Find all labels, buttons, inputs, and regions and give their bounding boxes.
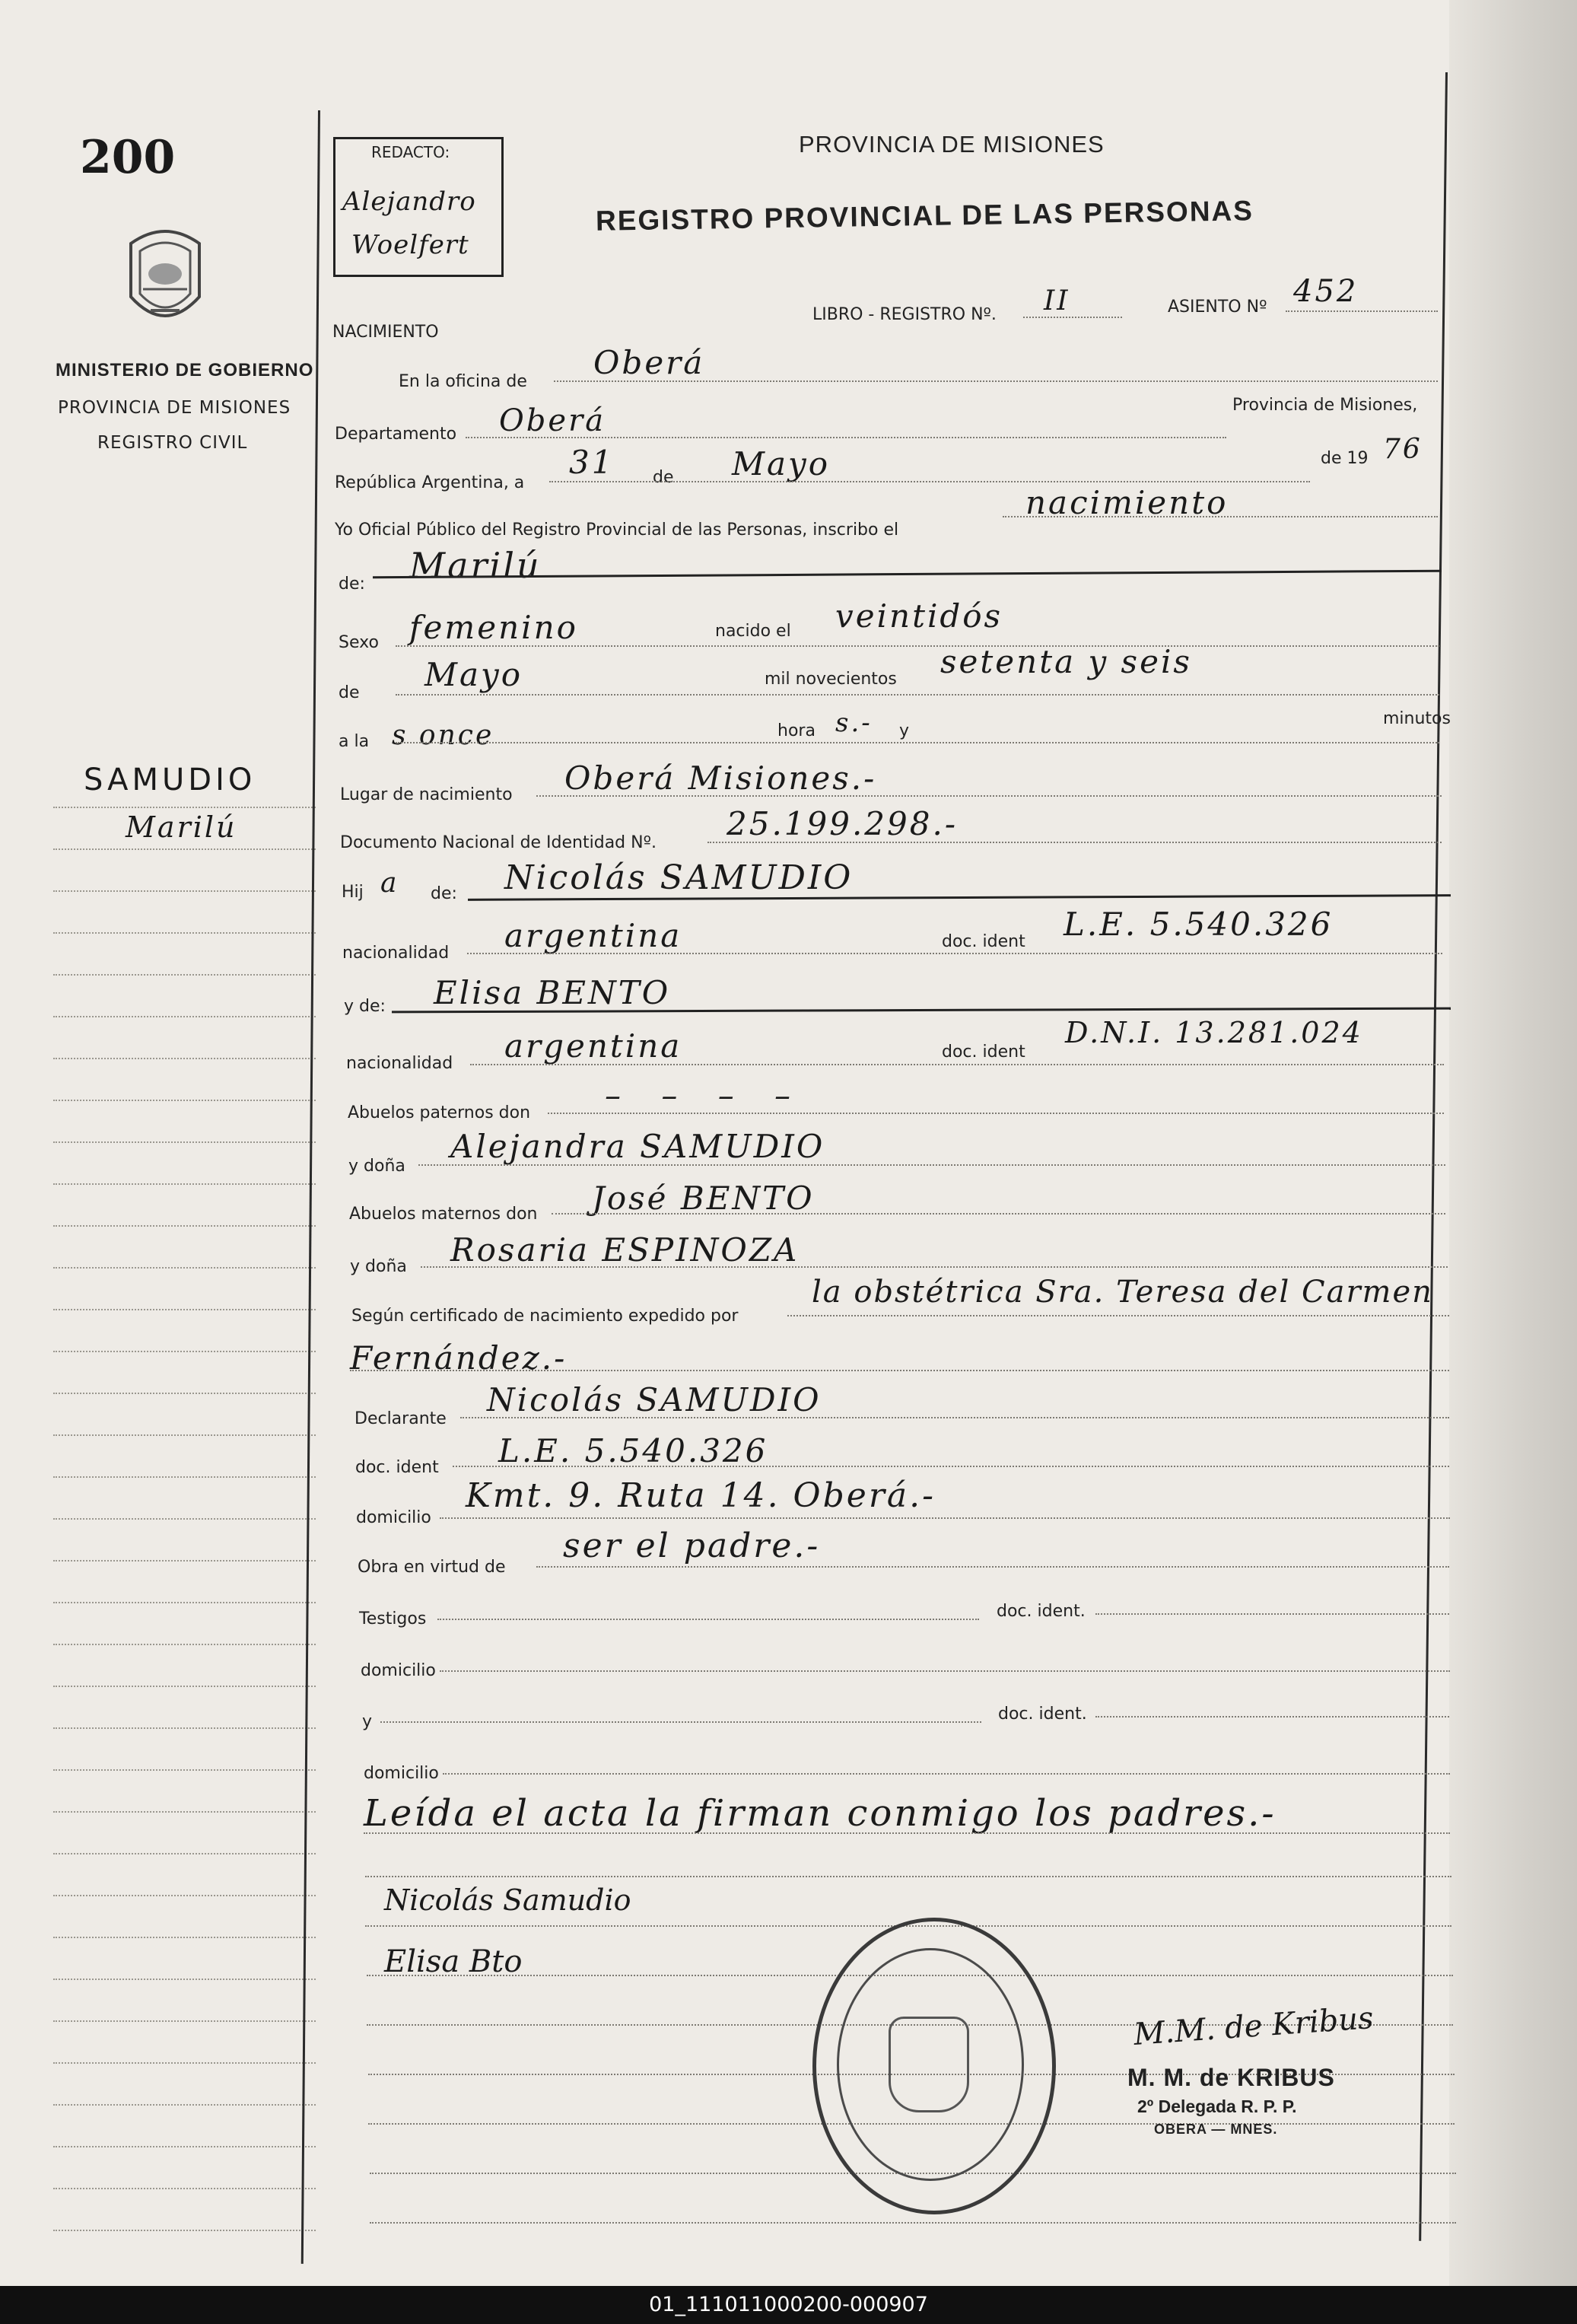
- margin-line: [53, 1016, 316, 1017]
- margin-line: [53, 1100, 316, 1101]
- official-name: M. M. de KRIBUS: [1127, 2064, 1335, 2091]
- abuelos-mat-line: [552, 1213, 1445, 1215]
- file-id-bar: 01_111011000200-000907: [0, 2286, 1577, 2324]
- asiento-line: [1286, 310, 1438, 312]
- margin-line: [53, 807, 316, 808]
- docident3-label: doc. ident: [355, 1458, 439, 1477]
- sexo-line: [396, 645, 1439, 647]
- domicilio-value: Kmt. 9. Ruta 14. Oberá.-: [466, 1476, 936, 1515]
- abuelos-pat-label: Abuelos paternos don: [348, 1103, 531, 1122]
- ydona2-value: Rosaria ESPINOZA: [450, 1231, 800, 1269]
- official-place: OBERA — MNES.: [1154, 2122, 1278, 2137]
- abuelos-pat-value: – – – –: [605, 1077, 806, 1114]
- departamento-line: [466, 437, 1226, 438]
- de2-label: de: [339, 683, 360, 702]
- libro-value: II: [1044, 285, 1070, 317]
- oficina-line: [554, 380, 1438, 382]
- ala-label: a la: [339, 732, 370, 751]
- ala-value: s once: [392, 720, 494, 751]
- year-suffix: 76: [1383, 434, 1423, 465]
- sexo-value: femenino: [409, 609, 578, 646]
- provincia-suffix: Provincia de Misiones,: [1232, 396, 1418, 415]
- docident5-label: doc. ident.: [998, 1705, 1087, 1724]
- record-type: NACIMIENTO: [332, 323, 439, 342]
- margin-line: [53, 1602, 316, 1603]
- mil-value: setenta y seis: [940, 643, 1192, 680]
- dni-line: [707, 842, 1442, 843]
- abuelos-mat-label: Abuelos maternos don: [349, 1205, 538, 1224]
- month-value: Mayo: [732, 445, 831, 482]
- y2-line: [380, 1721, 981, 1723]
- margin-note-surname: SAMUDIO: [84, 762, 256, 797]
- margin-line: [53, 1727, 316, 1729]
- hij-suffix: a: [380, 868, 399, 899]
- margin-line: [53, 1434, 316, 1436]
- coat-of-arms-icon: [120, 221, 210, 335]
- ydona1-line: [418, 1164, 1445, 1166]
- dni-label: Documento Nacional de Identidad Nº.: [340, 833, 657, 852]
- nac1-label: nacionalidad: [342, 944, 450, 963]
- nac2-line: [470, 1064, 1444, 1065]
- margin-line: [53, 2104, 316, 2106]
- margin-line: [53, 1811, 316, 1813]
- nac2-value: argentina: [504, 1027, 682, 1065]
- ruled-line: [365, 1876, 1451, 1877]
- nacido-value: veintidós: [835, 597, 1003, 635]
- margin-line: [53, 1853, 316, 1854]
- docident3-line: [453, 1466, 1449, 1467]
- domicilio2-label: domicilio: [361, 1661, 436, 1680]
- margin-line: [53, 1769, 316, 1771]
- ydona2-label: y doña: [350, 1257, 407, 1276]
- official-signature: M.M. de Kribus: [1132, 2001, 1375, 2052]
- certificado-line: [787, 1315, 1449, 1316]
- margin-line: [53, 2062, 316, 2064]
- obra-value: ser el padre.-: [563, 1527, 821, 1565]
- certificado-value: la obstétrica Sra. Teresa del Carmen: [812, 1275, 1433, 1310]
- nac1-line: [467, 953, 1442, 954]
- certificado-line-2: [350, 1370, 1449, 1371]
- hora-label: hora: [777, 721, 816, 740]
- docident1-value: L.E. 5.540.326: [1064, 906, 1334, 943]
- official-title: 2º Delegada R. P. P.: [1137, 2096, 1297, 2116]
- margin-line: [53, 1309, 316, 1310]
- docident4-label: doc. ident.: [997, 1602, 1086, 1621]
- docident4-line: [1095, 1613, 1449, 1615]
- ydona1-value: Alejandra SAMUDIO: [450, 1128, 825, 1165]
- departamento-label: Departamento: [335, 425, 457, 444]
- margin-line: [53, 2188, 316, 2189]
- oficial-line: [1003, 516, 1438, 517]
- declarante-label: Declarante: [355, 1409, 447, 1428]
- ydona1-label: y doña: [348, 1157, 405, 1176]
- margin-line: [53, 890, 316, 892]
- domicilio-label: domicilio: [356, 1508, 431, 1527]
- domicilio3-line: [443, 1773, 1450, 1775]
- docident1-label: doc. ident: [942, 932, 1025, 951]
- oficina-value: Oberá: [593, 344, 705, 381]
- signature-mother: Elisa Bto: [384, 1944, 523, 1979]
- margin-line: [53, 1937, 316, 1938]
- obra-label: Obra en virtud de: [358, 1558, 506, 1577]
- libro-line: [1023, 317, 1122, 318]
- mother-value: Elisa BENTO: [434, 974, 671, 1011]
- y-label: y: [899, 721, 910, 740]
- fecha-line: [549, 481, 1310, 482]
- docident5-line: [1095, 1716, 1449, 1718]
- margin-line: [53, 1267, 316, 1269]
- oficial-value: nacimiento: [1025, 484, 1229, 521]
- docident2-label: doc. ident: [942, 1043, 1025, 1062]
- redacto-label: REDACTO:: [371, 143, 450, 161]
- margin-line: [53, 1058, 316, 1059]
- republica-label: República Argentina, a: [335, 473, 525, 492]
- month2-value: Mayo: [424, 656, 523, 693]
- hora-value: s.-: [835, 708, 873, 738]
- province-label: PROVINCIA DE MISIONES: [58, 398, 291, 418]
- margin-line: [53, 1351, 316, 1352]
- lugar-label: Lugar de nacimiento: [340, 785, 513, 804]
- margin-line: [53, 2146, 316, 2147]
- year-prefix: de 19: [1321, 449, 1369, 468]
- closing-line: [364, 1832, 1450, 1834]
- asiento-label: ASIENTO Nº: [1168, 298, 1267, 317]
- abuelos-mat-value: José BENTO: [592, 1180, 815, 1217]
- margin-line: [53, 1393, 316, 1394]
- certificado-label: Según certificado de nacimiento expedido por: [351, 1307, 739, 1326]
- asiento-value: 452: [1293, 274, 1359, 309]
- margin-line: [53, 932, 316, 934]
- de-label: de: [653, 468, 674, 487]
- margin-line: [53, 848, 316, 850]
- domicilio-line: [440, 1517, 1450, 1519]
- domicilio3-label: domicilio: [364, 1764, 439, 1783]
- page-number: 200: [80, 131, 176, 184]
- domicilio2-line: [440, 1670, 1450, 1672]
- testigos-line: [437, 1619, 979, 1620]
- redacto-name-1: Alejandro: [342, 186, 476, 217]
- margin-line: [53, 1225, 316, 1227]
- libro-label: LIBRO - REGISTRO Nº.: [812, 305, 997, 324]
- signature-father: Nicolás Samudio: [384, 1883, 631, 1917]
- obra-line: [536, 1566, 1449, 1568]
- margin-line: [53, 2020, 316, 2022]
- hij-label: Hij: [342, 883, 364, 902]
- lugar-value: Oberá Misiones.-: [564, 759, 877, 797]
- margin-line: [53, 1644, 316, 1645]
- margin-line: [53, 1560, 316, 1562]
- abuelos-pat-line: [548, 1113, 1444, 1114]
- day-value: 31: [569, 444, 615, 481]
- departamento-value: Oberá: [499, 403, 606, 438]
- margin-line: [53, 1141, 316, 1143]
- margin-line: [53, 1686, 316, 1687]
- y2-label: y: [362, 1712, 373, 1731]
- province-title: PROVINCIA DE MISIONES: [799, 131, 1105, 158]
- ruled-line: [370, 2222, 1456, 2224]
- yde-label: y de:: [344, 997, 386, 1016]
- margin-line: [53, 1476, 316, 1478]
- certificado-value-2: Fernández.-: [350, 1339, 568, 1377]
- father-value: Nicolás SAMUDIO: [504, 858, 854, 897]
- registry-label: REGISTRO CIVIL: [97, 433, 248, 453]
- margin-line: [53, 1979, 316, 1980]
- page-gutter: [1449, 0, 1577, 2286]
- margin-line: [53, 974, 316, 976]
- nac2-label: nacionalidad: [346, 1054, 453, 1073]
- lugar-line: [536, 795, 1442, 797]
- closing-text: Leída el acta la firman conmigo los padres.-: [364, 1792, 1277, 1835]
- redacto-name-2: Woelfert: [351, 230, 469, 260]
- docident3-value: L.E. 5.540.326: [498, 1432, 768, 1469]
- de-colon-label: de:: [339, 575, 365, 594]
- oficial-label: Yo Oficial Público del Registro Provincial de las Personas, inscribo el: [335, 521, 899, 540]
- margin-line: [53, 1518, 316, 1520]
- oficina-label: En la oficina de: [399, 372, 527, 391]
- hij-de-label: de:: [431, 884, 457, 903]
- hora-line: [396, 742, 1439, 743]
- nac1-value: argentina: [504, 917, 682, 954]
- registry-title: REGISTRO PROVINCIAL DE LAS PERSONAS: [595, 195, 1254, 237]
- declarante-line: [460, 1417, 1449, 1418]
- seal-crest-icon: [889, 2017, 969, 2112]
- margin-line: [53, 1183, 316, 1185]
- margin-line: [53, 1895, 316, 1896]
- minutos-label: minutos: [1383, 709, 1451, 728]
- name-value: Marilú: [409, 545, 542, 586]
- ydona2-line: [421, 1266, 1448, 1268]
- mil-line: [396, 694, 1439, 696]
- margin-line: [53, 2230, 316, 2231]
- dni-value: 25.199.298.-: [727, 805, 959, 842]
- sexo-label: Sexo: [339, 633, 379, 652]
- nacido-label: nacido el: [715, 622, 791, 641]
- margin-note-name: Marilú: [126, 810, 237, 844]
- testigos-label: Testigos: [359, 1609, 427, 1628]
- declarante-value: Nicolás SAMUDIO: [487, 1381, 822, 1418]
- ministry-label: MINISTERIO DE GOBIERNO: [56, 360, 314, 380]
- mil-label: mil novecientos: [765, 670, 897, 689]
- docident2-value: D.N.I. 13.281.024: [1065, 1016, 1363, 1049]
